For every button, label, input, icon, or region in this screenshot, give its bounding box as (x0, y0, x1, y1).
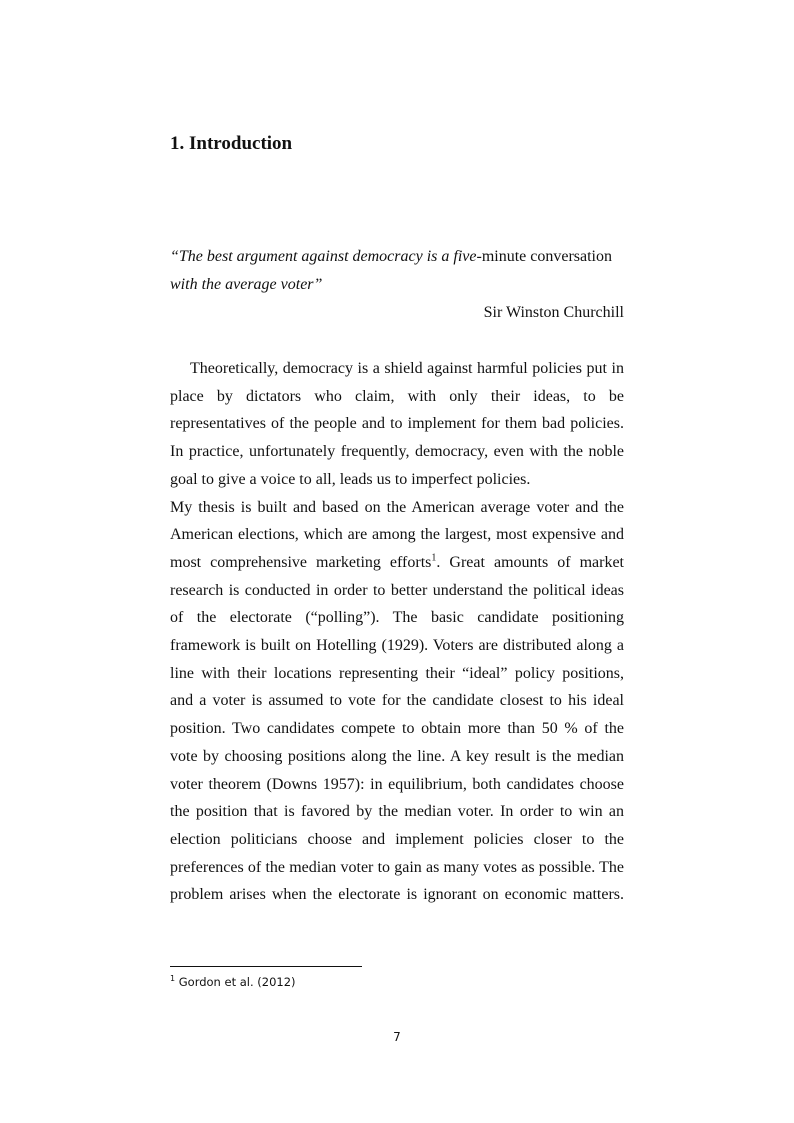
epigraph-attribution: Sir Winston Churchill (483, 304, 624, 321)
quote-roman-part: -minute conversation (476, 248, 612, 265)
quote-italic-part-2: with the average voter” (170, 276, 323, 293)
paragraph-2 (170, 494, 624, 910)
paragraph-2-before-ref: My thesis is built and based on the American average voter and the American elections, which are among the largest, most expensive and most comprehensive marketing efforts (170, 498, 624, 571)
body-text (170, 355, 624, 909)
paragraph-2-after-ref: . Great amounts of market research is conducted in order to better understand the political ideas of the electorate (“polling”). The basic candidate positioning framework is built on Hotelling (1929). Voters are distributed along a line with their locations representing their “ideal” policy positions, and a voter is assumed to vote for the candidate closest to his ideal position. Two candidates compete to obtain more than 50 % of the vote by choosing positions along the line. A key result is the median voter theorem (Downs 1957): in equilibrium, both candidates choose the position that is favored by the median voter. In order to win an election politicians choose and implement policies closer to the preferences of the median voter to gain as many votes as possible. The problem arises when the electorate is ignorant on economic matters. (170, 553, 624, 904)
paragraph-1: Theoretically, democracy is a shield against harmful policies put in place by dictators who claim, with only their ideas, to be representatives of the people and to implement for them bad policies. In practice, unfortunately frequently, democracy, even with the noble goal to give a voice to all, leads us to imperfect policies. (170, 360, 624, 488)
quote-italic-part-1: “The best argument against democracy is a five (170, 248, 477, 265)
footnote-number: 1 (170, 974, 176, 984)
footnote-separator (170, 966, 362, 967)
page-number: 7 (393, 1030, 401, 1044)
epigraph-quote (170, 243, 624, 299)
section-heading: 1. Introduction (170, 133, 293, 154)
footnote-text: Gordon et al. (2012) (175, 975, 296, 989)
footnote-reference: 1 (431, 552, 437, 564)
footnote (170, 974, 296, 990)
